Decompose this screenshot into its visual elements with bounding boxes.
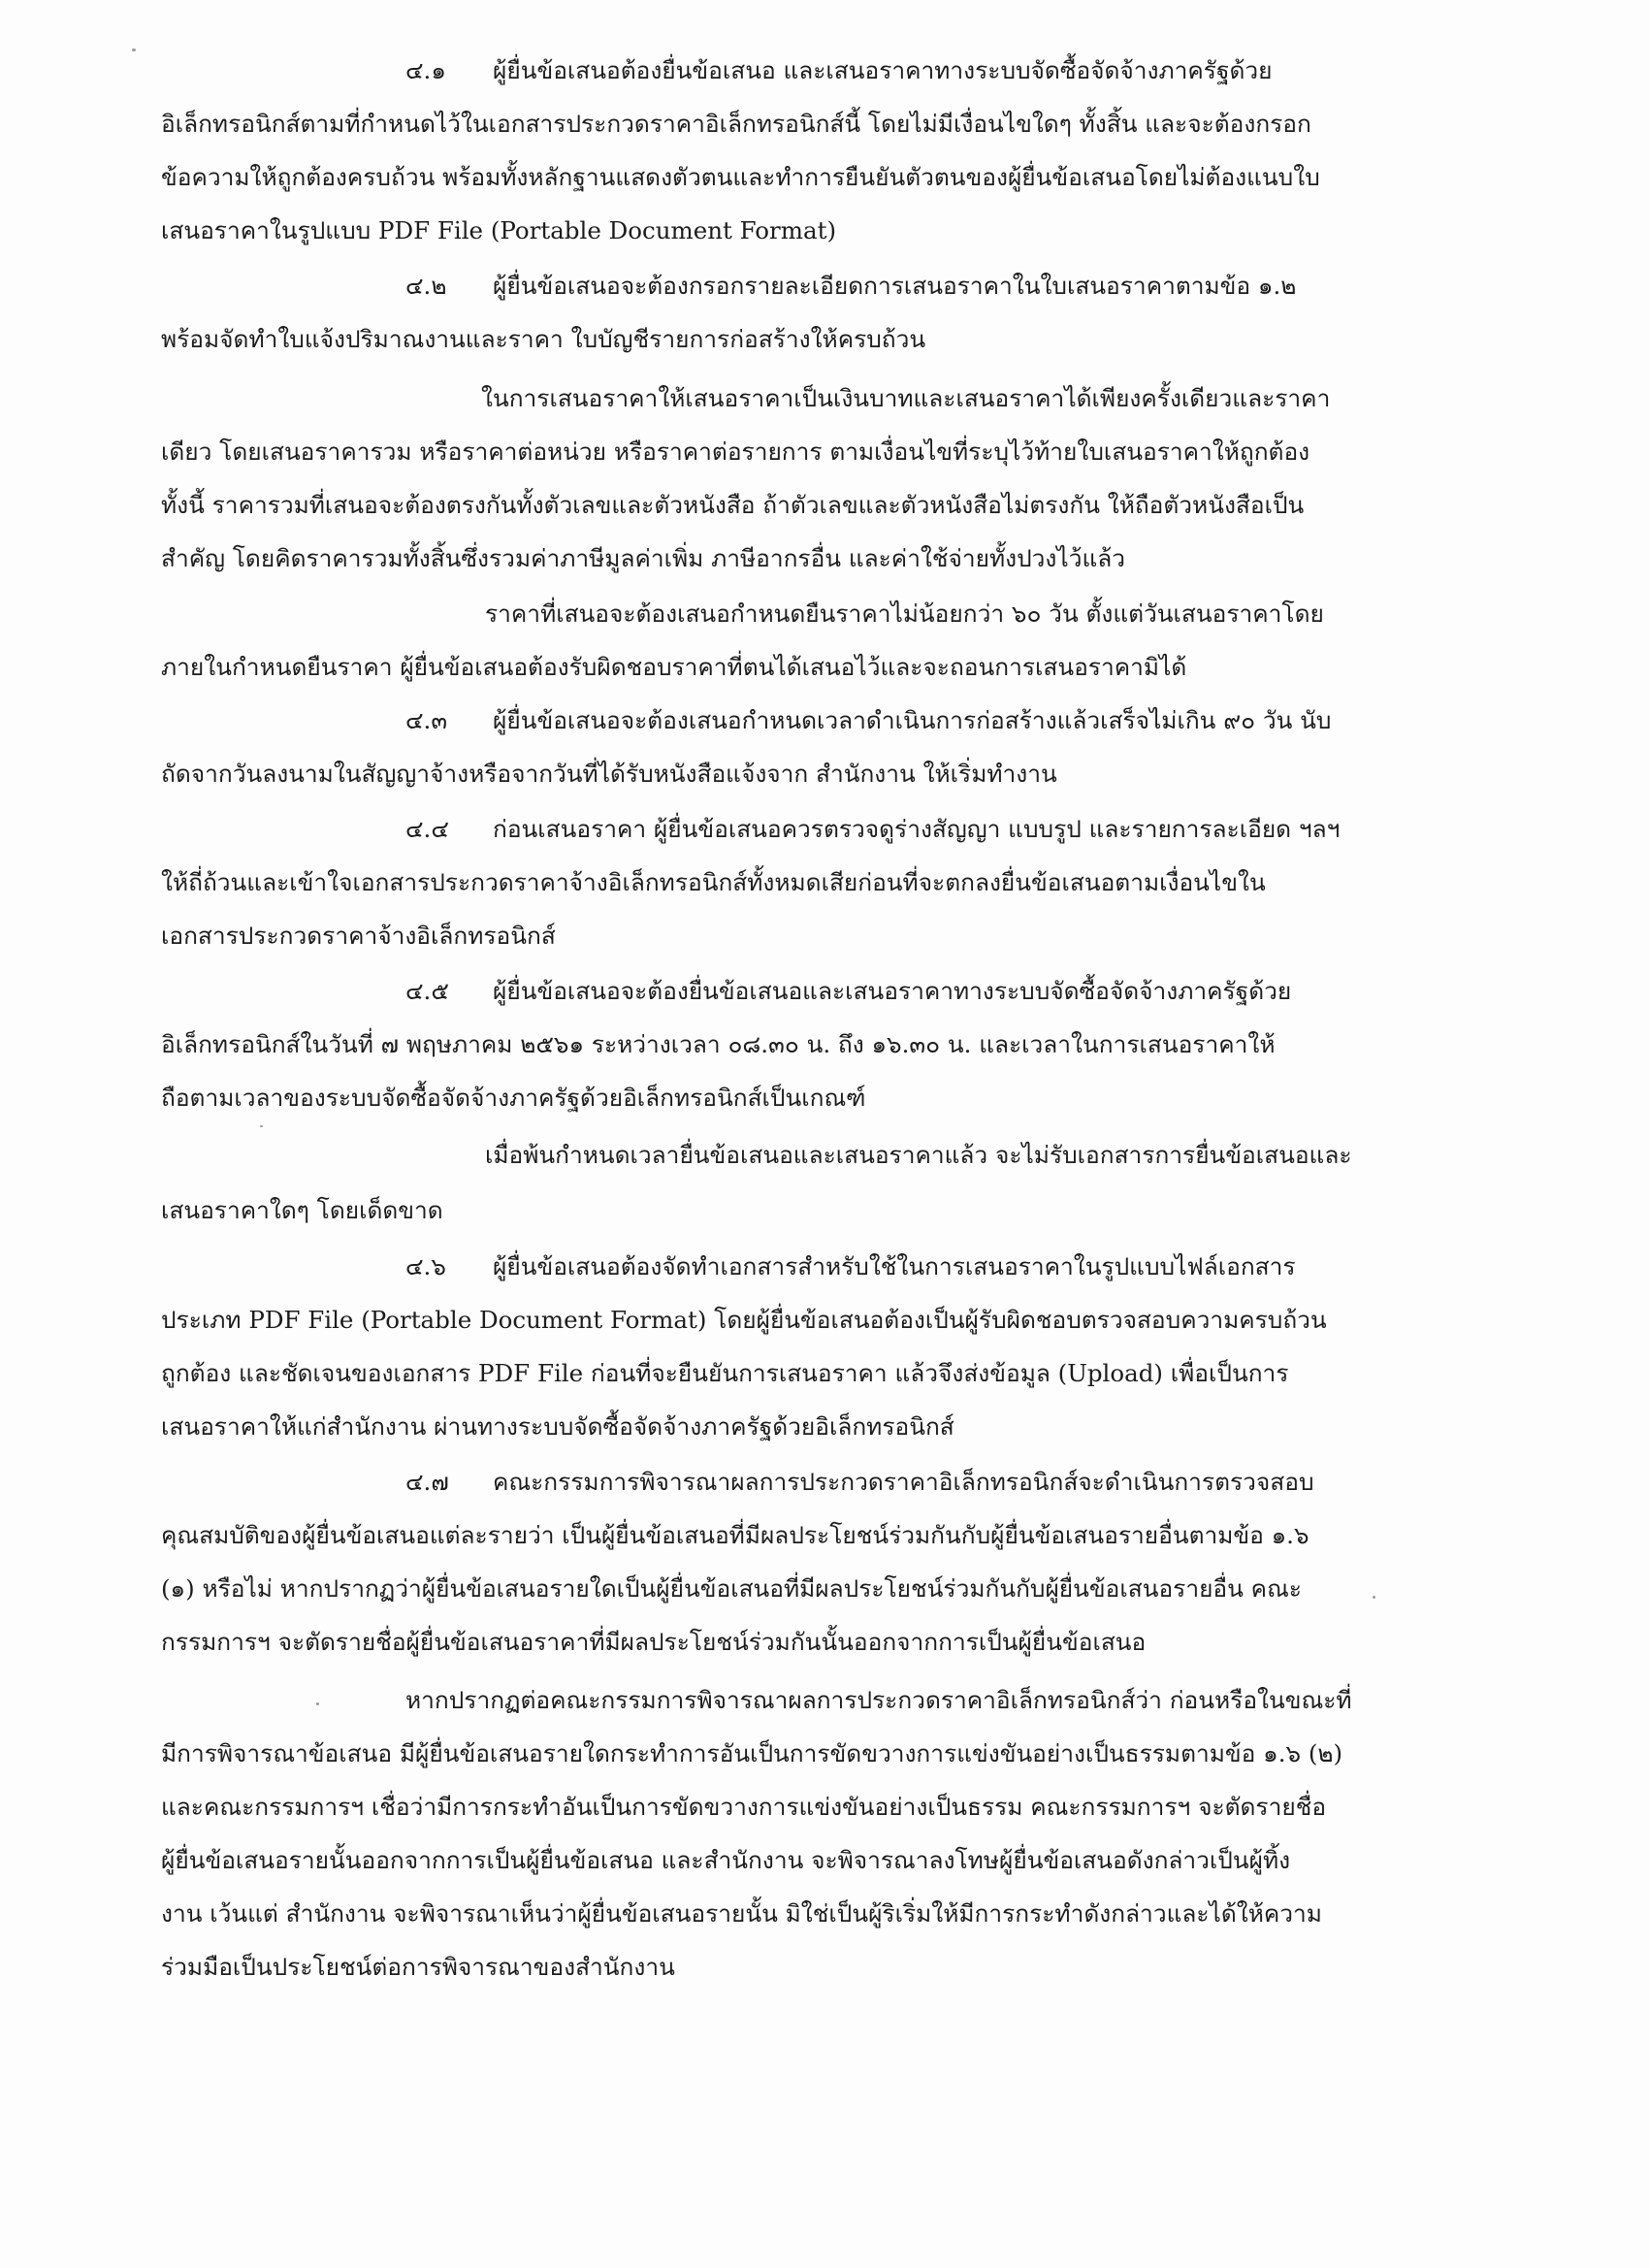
text-line: เสนอราคาให้แก่สำนักงาน ผ่านทางระบบจัดซื้อจัดจ้างภาครัฐด้วยอิเล็กทรอนิกส์ [161,1412,954,1441]
section-number: ๔.๑ [405,56,446,84]
text-line: ราคาที่เสนอจะต้องเสนอกำหนดยืนราคาไม่น้อยกว่า ๖๐ วัน ตั้งแต่วันเสนอราคาโดย [485,599,1324,628]
text-line: ถัดจากวันลงนามในสัญญาจ้างหรือจากวันที่ได้รับหนังสือแจ้งจาก สำนักงาน ให้เริ่มทำงาน [161,760,1057,788]
text-line: เสนอราคาในรูปแบบ PDF File (Portable Document Format) [161,216,837,244]
text-line: ก่อนเสนอราคา ผู้ยื่นข้อเสนอควรตรวจดูร่างสัญญา แบบรูป และรายการละเอียด ฯลฯ [493,815,1341,843]
text-line: เสนอราคาใดๆ โดยเด็ดขาด [161,1196,443,1224]
section-number: ๔.๕ [405,977,449,1005]
text-line: ผู้ยื่นข้อเสนอรายนั้นออกจากการเป็นผู้ยื่นข้อเสนอ และสำนักงาน จะพิจารณาลงโทษผู้ยื่นข้อเสนอดังกล่าวเป็นผู้ทิ้ง [161,1846,1291,1874]
text-line: ผู้ยื่นข้อเสนอจะต้องยื่นข้อเสนอและเสนอราคาทางระบบจัดซื้อจัดจ้างภาครัฐด้วย [493,977,1292,1005]
section-number: ๔.๒ [405,272,447,300]
text-line: งาน เว้นแต่ สำนักงาน จะพิจารณาเห็นว่าผู้ยื่นข้อเสนอรายนั้น มิใช่เป็นผู้ริเริ่มให้มีการกระทำดังกล่าวและได้ให้ความ [161,1899,1322,1928]
text-line: ผู้ยื่นข้อเสนอจะต้องเสนอกำหนดเวลาดำเนินการก่อสร้างแล้วเสร็จไม่เกิน ๙๐ วัน นับ [493,706,1332,734]
text-line: ผู้ยื่นข้อเสนอจะต้องกรอกรายละเอียดการเสนอราคาในใบเสนอราคาตามข้อ ๑.๒ [493,272,1297,300]
text-line: คุณสมบัติของผู้ยื่นข้อเสนอแต่ละรายว่า เป็นผู้ยื่นข้อเสนอที่มีผลประโยชน์ร่วมกันกับผู้ยื่นข้อเสนอรายอื่นตามข้อ ๑.๖ [161,1521,1310,1549]
text-line: เมื่อพ้นกำหนดเวลายื่นข้อเสนอและเสนอราคาแล้ว จะไม่รับเอกสารการยื่นข้อเสนอและ [485,1141,1352,1169]
text-line: (๑) หรือไม่ หากปรากฏว่าผู้ยื่นข้อเสนอรายใดเป็นผู้ยื่นข้อเสนอที่มีผลประโยชน์ร่วมกันกับผู้ยื่นข้อเสนอรายอื่น คณะ [161,1574,1302,1603]
text-line: ให้ถี่ถ้วนและเข้าใจเอกสารประกวดราคาจ้างอิเล็กทรอนิกส์ทั้งหมดเสียก่อนที่จะตกลงยื่นข้อเสนอตามเงื่อนไขใน [161,868,1266,896]
text-line: สำคัญ โดยคิดราคารวมทั้งสิ้นซึ่งรวมค่าภาษีมูลค่าเพิ่ม ภาษีอากรอื่น และค่าใช้จ่ายทั้งปวงไว้แล้ว [161,544,1126,572]
text-line: ผู้ยื่นข้อเสนอต้องยื่นข้อเสนอ และเสนอราคาทางระบบจัดซื้อจัดจ้างภาครัฐด้วย [493,56,1273,84]
section-number: ๔.๔ [405,815,449,843]
text-line: ในการเสนอราคาให้เสนอราคาเป็นเงินบาทและเสนอราคาได้เพียงครั้งเดียวและราคา [481,384,1331,412]
text-line: เดียว โดยเสนอราคารวม หรือราคาต่อหน่วย หรือราคาต่อรายการ ตามเงื่อนไขที่ระบุไว้ท้ายใบเสนอราคาให้ถูกต้อง [161,437,1310,466]
text-line: ผู้ยื่นข้อเสนอต้องจัดทำเอกสารสำหรับใช้ในการเสนอราคาในรูปแบบไฟล์เอกสาร [493,1252,1296,1280]
text-line: มีการพิจารณาข้อเสนอ มีผู้ยื่นข้อเสนอรายใดกระทำการอันเป็นการขัดขวางการแข่งขันอย่างเป็นธรรมตามข้อ ๑.๖ (๒) [161,1739,1343,1767]
scan-speck [316,1702,319,1705]
text-line: ประเภท PDF File (Portable Document Format) โดยผู้ยื่นข้อเสนอต้องเป็นผู้รับผิดชอบตรวจสอบความครบถ้วน [161,1306,1327,1334]
text-line: ร่วมมือเป็นประโยชน์ต่อการพิจารณาของสำนักงาน [161,1953,675,1981]
scan-speck [260,1125,263,1127]
scan-speck [132,49,136,51]
text-line: อิเล็กทรอนิกส์ในวันที่ ๗ พฤษภาคม ๒๕๖๑ ระหว่างเวลา ๐๘.๓๐ น. ถึง ๑๖.๓๐ น. และเวลาในการเสนอราคาให้ [161,1030,1276,1058]
text-line: ถือตามเวลาของระบบจัดซื้อจัดจ้างภาครัฐด้วยอิเล็กทรอนิกส์เป็นเกณฑ์ [161,1084,866,1112]
text-line: อิเล็กทรอนิกส์ตามที่กำหนดไว้ในเอกสารประกวดราคาอิเล็กทรอนิกส์นี้ โดยไม่มีเงื่อนไขใดๆ ทั้งสิ้น และจะต้องกรอก [161,110,1311,138]
scan-speck [1373,1596,1375,1599]
text-line: ทั้งนี้ ราคารวมที่เสนอจะต้องตรงกันทั้งตัวเลขและตัวหนังสือ ถ้าตัวเลขและตัวหนังสือไม่ตรงกัน ให้ถือตัวหนังสือเป็น [161,491,1305,519]
text-line: เอกสารประกวดราคาจ้างอิเล็กทรอนิกส์ [161,922,556,950]
text-line: และคณะกรรมการฯ เชื่อว่ามีการกระทำอันเป็นการขัดขวางการแข่งขันอย่างเป็นธรรม คณะกรรมการฯ จะตัดรายชื่อ [161,1793,1327,1821]
section-number: ๔.๖ [405,1252,446,1280]
section-number: ๔.๗ [405,1468,449,1496]
text-line: ถูกต้อง และชัดเจนของเอกสาร PDF File ก่อนที่จะยืนยันการเสนอราคา แล้วจึงส่งข้อมูล (Upload) เพื่อเป็นการ [161,1359,1289,1387]
text-line: ข้อความให้ถูกต้องครบถ้วน พร้อมทั้งหลักฐานแสดงตัวตนและทำการยืนยันตัวตนของผู้ยื่นข้อเสนอโดยไม่ต้องแนบใบ [161,163,1320,191]
section-number: ๔.๓ [405,706,448,734]
text-line: กรรมการฯ จะตัดรายชื่อผู้ยื่นข้อเสนอราคาที่มีผลประโยชน์ร่วมกันนั้นออกจากการเป็นผู้ยื่นข้อเสนอ [161,1628,1147,1656]
text-line: หากปรากฏต่อคณะกรรมการพิจารณาผลการประกวดราคาอิเล็กทรอนิกส์ว่า ก่อนหรือในขณะที่ [405,1686,1352,1714]
text-line: พร้อมจัดทำใบแจ้งปริมาณงานและราคา ใบบัญชีรายการก่อสร้างให้ครบถ้วน [161,325,926,353]
text-line: ภายในกำหนดยืนราคา ผู้ยื่นข้อเสนอต้องรับผิดชอบราคาที่ตนได้เสนอไว้และจะถอนการเสนอราคามิได้ [161,653,1187,681]
text-line: คณะกรรมการพิจารณาผลการประกวดราคาอิเล็กทรอนิกส์จะดำเนินการตรวจสอบ [493,1468,1314,1496]
